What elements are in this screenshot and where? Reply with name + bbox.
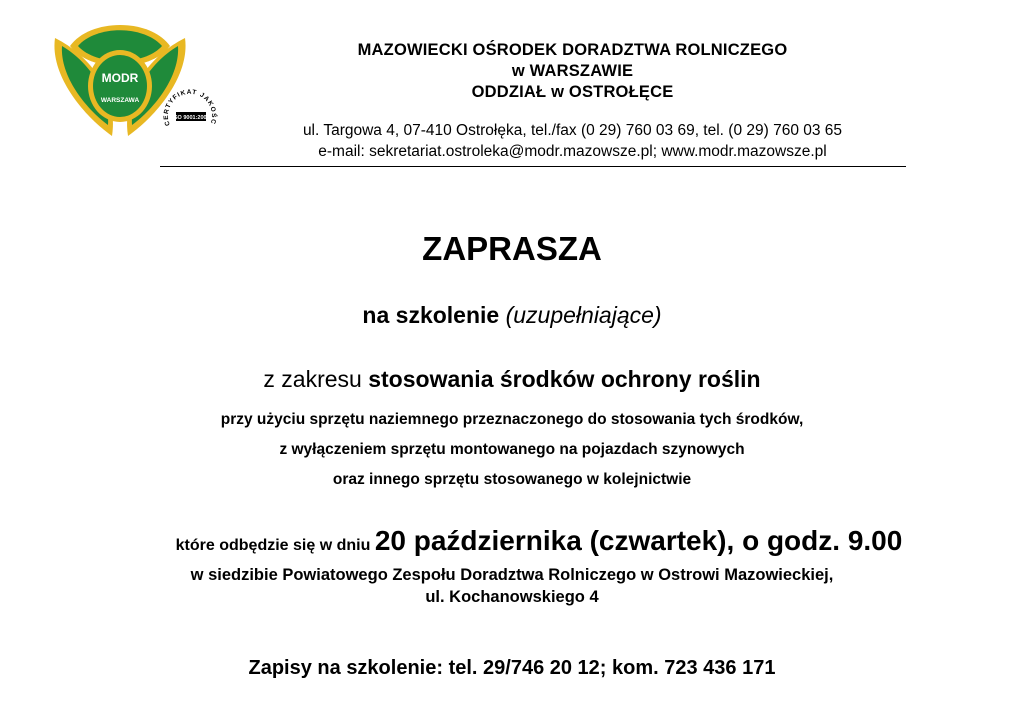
logo-text-modr: MODR (101, 71, 139, 85)
date-value: 20 października (czwartek), o godz. 9.00 (374, 525, 903, 556)
venue-name: w siedzibie Powiatowego Zespołu Doradztwa Rolniczego w Ostrowi Mazowieckiej, (190, 566, 834, 584)
contact-address: ul. Targowa 4, 07-410 Ostrołęka, tel./fax (0 29) 760 03 69, tel. (0 29) 760 03 65 (302, 122, 843, 139)
venue-address: ul. Kochanowskiego 4 (425, 588, 599, 606)
org-city: w WARSZAWIE (511, 62, 634, 80)
condition-line-2: z wyłączeniem sprzętu montowanego na pojazdach szynowych (279, 441, 745, 458)
certificate-seal (160, 85, 222, 147)
condition-line-1: przy użyciu sprzętu naziemnego przeznaczonego do stosowania tych środków, (220, 411, 804, 428)
venue-block (0, 564, 1024, 608)
org-name: MAZOWIECKI OŚRODEK DORADZTWA ROLNICZEGO (357, 41, 788, 59)
org-branch: ODDZIAŁ w OSTROŁĘCE (471, 83, 674, 101)
training-type: (uzupełniające) (505, 302, 662, 328)
contact-block (240, 120, 905, 162)
date-line (124, 525, 954, 557)
date-prefix: które odbędzie się w dniu (175, 537, 371, 554)
organization-header (260, 40, 885, 103)
condition-line-3: oraz innego sprzętu stosowanego w kolejnictwie (332, 471, 692, 488)
scope-line (0, 366, 1024, 393)
training-line (0, 302, 1024, 329)
registration-line: Zapisy na szkolenie: tel. 29/746 20 12; kom. 723 436 171 (248, 657, 776, 679)
training-label: na szkolenie (362, 302, 500, 328)
scope-topic: stosowania środków ochrony roślin (368, 366, 761, 392)
invite-heading: ZAPRASZA (422, 230, 602, 267)
scope-prefix: z zakresu (263, 366, 362, 392)
logo-text-warszawa: WARSZAWA (100, 97, 140, 104)
certificate-iso-text: ISO 9001:2001 (172, 115, 210, 121)
certificate-arc-text: CERTYFIKAT JAKOŚC (162, 88, 218, 127)
contact-email: e-mail: sekretariat.ostroleka@modr.mazowsze.pl; www.modr.mazowsze.pl (318, 143, 827, 160)
header-divider (160, 166, 906, 167)
